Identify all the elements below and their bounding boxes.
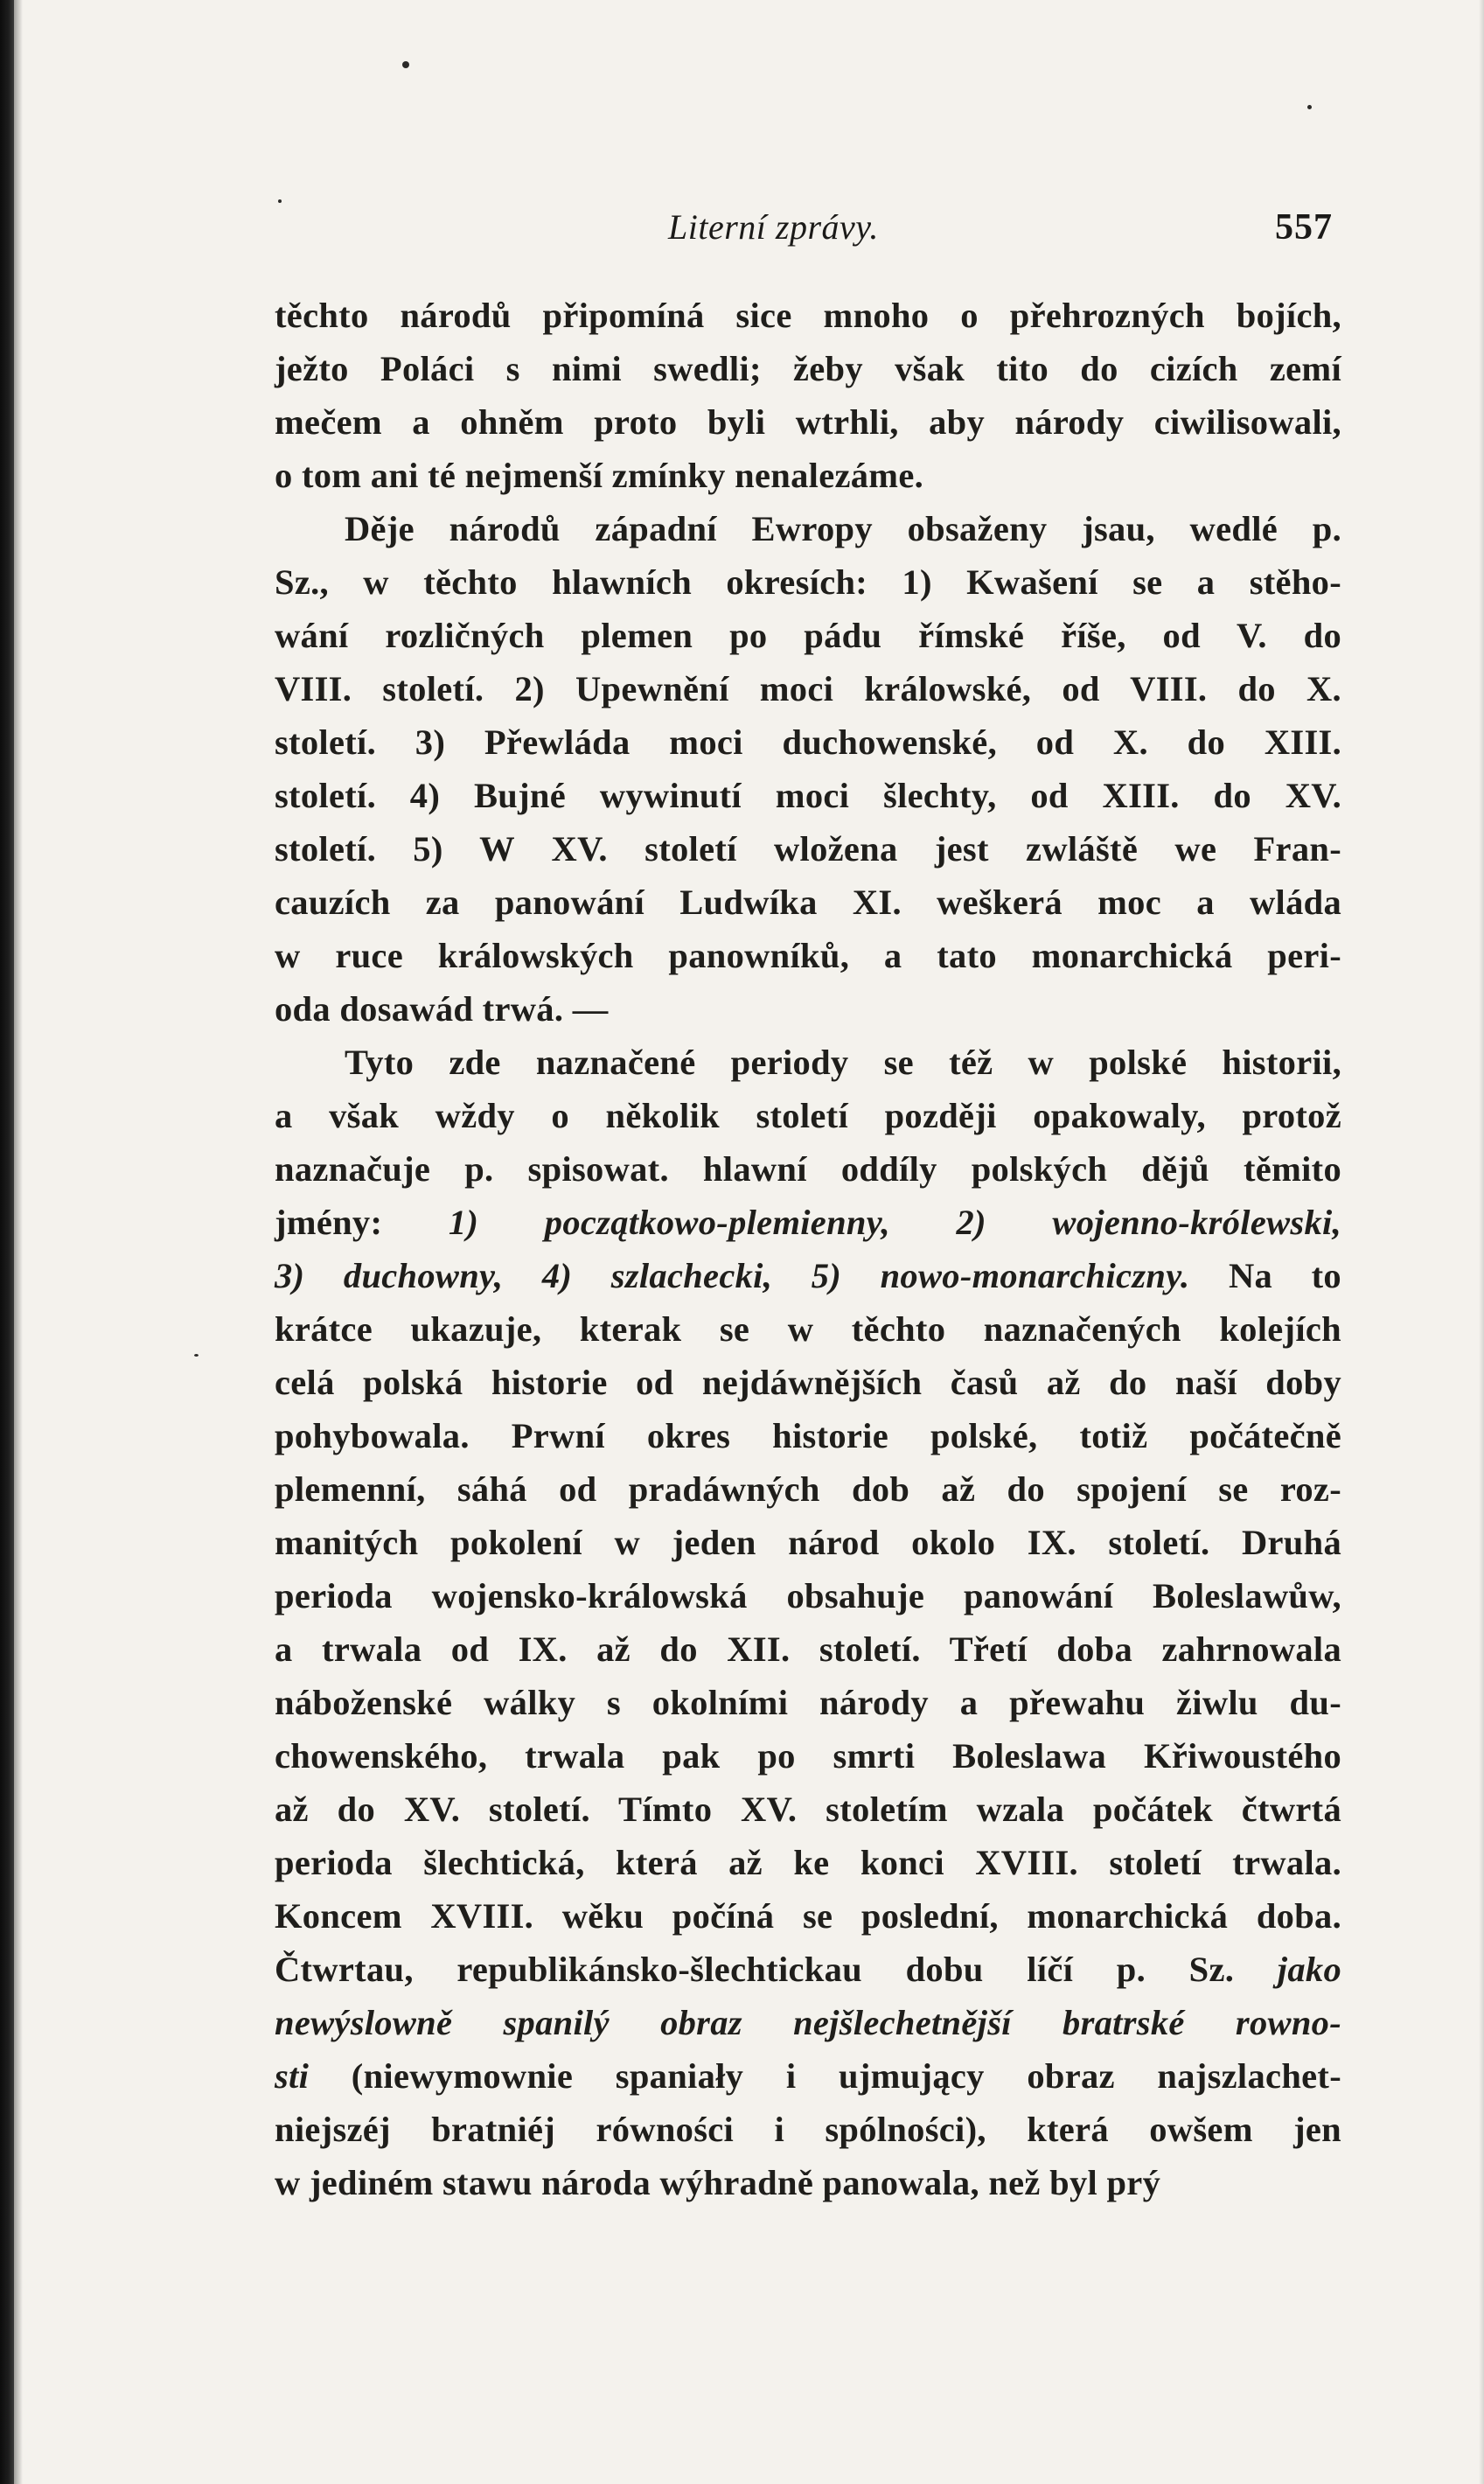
text-segment: wání rozličných plemen po pádu římské říše, od V. do xyxy=(275,616,1341,655)
text-segment: krátce ukazuje, kterak se w těchto naznačených kolejích xyxy=(275,1309,1341,1349)
text-line xyxy=(275,1356,1341,1409)
text-line xyxy=(275,395,1341,449)
text-line xyxy=(275,609,1341,662)
text-segment: manitých pokolení w jeden národ okolo IX. století. Druhá xyxy=(275,1523,1341,1562)
text-line xyxy=(275,1409,1341,1462)
text-segment: (niewymownie spaniały i ujmujący obraz najszlachet- xyxy=(309,2056,1341,2096)
text-line xyxy=(275,1196,1341,1249)
text-segment: náboženské wálky s okolními národy a přewahu žiwlu du- xyxy=(275,1683,1341,1722)
text-line xyxy=(275,1676,1341,1729)
page-number: 557 xyxy=(1275,207,1333,248)
text-segment: w ruce králowských panowníků, a tato monarchická peri- xyxy=(275,936,1341,975)
text-segment: století. 4) Bujné wywinutí moci šlechty, od XIII. do XV. xyxy=(275,776,1341,815)
text-line xyxy=(275,1569,1341,1622)
text-segment: a však wždy o několik století později opakowaly, protož xyxy=(275,1096,1341,1135)
text-line xyxy=(275,1622,1341,1676)
text-line xyxy=(275,2049,1341,2103)
page-header xyxy=(275,199,1333,255)
text-segment: niejszéj bratniéj równości i spólności), která owšem jen xyxy=(275,2110,1341,2149)
text-segment: těchto národů připomíná sice mnoho o přehrozných bojích, xyxy=(275,296,1341,335)
italic-text-segment: sti xyxy=(275,2056,310,2096)
text-line xyxy=(275,1036,1341,1089)
text-segment: mečem a ohněm proto byli wtrhli, aby národy ciwilisowali, xyxy=(275,402,1341,442)
text-segment: celá polská historie od nejdáwnějších časů až do naší doby xyxy=(275,1363,1341,1402)
text-line xyxy=(275,555,1341,609)
text-segment: Děje národů západní Ewropy obsaženy jsau, wedlé p. xyxy=(345,509,1341,548)
italic-text-segment: 1) początkowo-plemienny, 2) wojenno-królewski, xyxy=(448,1203,1341,1242)
text-segment: oda dosawád trwá. — xyxy=(275,989,609,1029)
text-line xyxy=(275,982,1341,1036)
text-line xyxy=(275,662,1341,715)
running-head: Literní zprávy. xyxy=(668,207,879,247)
text-segment: plemenní, sáhá od pradáwných dob až do spojení se roz- xyxy=(275,1469,1341,1509)
text-segment: chowenského, trwala pak po smrti Boleslawa Křiwoustého xyxy=(275,1736,1341,1776)
text-line xyxy=(275,1996,1341,2049)
text-segment: století. 3) Přewláda moci duchowenské, od X. do XIII. xyxy=(275,722,1341,762)
text-line xyxy=(275,1462,1341,1516)
text-line xyxy=(275,449,1341,502)
scan-speck xyxy=(194,1354,199,1357)
text-segment: a trwala od IX. až do XII. století. Třetí doba zahrnowala xyxy=(275,1629,1341,1669)
text-segment: pohybowala. Prwní okres historie polské, totiž počátečně xyxy=(275,1416,1341,1455)
text-line xyxy=(275,502,1341,555)
text-segment: perioda wojensko-králowská obsahuje panowání Boleslawůw, xyxy=(275,1576,1341,1615)
text-line xyxy=(275,289,1341,342)
text-segment: Na to xyxy=(1189,1256,1341,1295)
text-segment: Sz., w těchto hlawních okresích: 1) Kwašení se a stěho- xyxy=(275,562,1341,602)
italic-text-segment: newýslowně spanilý obraz nejšlechetnější bratrské rowno- xyxy=(275,2003,1341,2042)
text-line xyxy=(275,715,1341,769)
text-line xyxy=(275,1943,1341,1996)
text-line xyxy=(275,1889,1341,1943)
text-segment: cauzích za panowání Ludwíka XI. weškerá moc a wláda xyxy=(275,883,1341,922)
text-segment: Čtwrtau, republikánsko-šlechtickau dobu líčí p. Sz. xyxy=(275,1950,1278,1989)
text-segment: naznačuje p. spisowat. hlawní oddíly polských dějů těmito xyxy=(275,1149,1341,1189)
scan-edge-left xyxy=(0,0,14,2484)
text-line xyxy=(275,1249,1341,1302)
text-line xyxy=(275,1836,1341,1889)
text-segment: VIII. století. 2) Upewnění moci králowské, od VIII. do X. xyxy=(275,669,1341,708)
text-line xyxy=(275,876,1341,929)
text-line xyxy=(275,1516,1341,1569)
text-segment: perioda šlechtická, která až ke konci XVIII. století trwala. xyxy=(275,1843,1341,1882)
text-line xyxy=(275,769,1341,822)
text-line xyxy=(275,1302,1341,1356)
text-segment: až do XV. století. Tímto XV. stoletím wzala počátek čtwrtá xyxy=(275,1790,1341,1829)
text-segment: Koncem XVIII. wěku počíná se poslední, monarchická doba. xyxy=(275,1896,1341,1936)
scan-speck xyxy=(1307,105,1312,109)
text-line xyxy=(275,1142,1341,1196)
text-line xyxy=(275,2156,1341,2209)
scan-edge-right xyxy=(1479,0,1484,2484)
text-line xyxy=(275,1729,1341,1783)
italic-text-segment: 3) duchowny, 4) szlachecki, 5) nowo-monarchiczny. xyxy=(275,1256,1190,1295)
text-segment: Tyto zde naznačené periody se též w polské historii, xyxy=(345,1043,1341,1082)
text-line xyxy=(275,822,1341,876)
body-text xyxy=(275,289,1341,2209)
text-segment: w jediném stawu národa wýhradně panowala, než byl prý xyxy=(275,2163,1161,2202)
text-line xyxy=(275,1783,1341,1836)
text-segment: jmény: xyxy=(275,1203,449,1242)
scan-edge-shadow xyxy=(14,0,23,2484)
italic-text-segment: jako xyxy=(1277,1950,1341,1989)
text-segment: ježto Poláci s nimi swedli; žeby však tito do cizích zemí xyxy=(275,349,1341,388)
text-line xyxy=(275,2103,1341,2156)
text-line xyxy=(275,929,1341,982)
text-segment: o tom ani té nejmenší zmínky nenalezáme. xyxy=(275,456,924,495)
text-line xyxy=(275,342,1341,395)
text-segment: století. 5) W XV. století wložena jest zwláště we Fran- xyxy=(275,829,1341,869)
scan-speck xyxy=(402,61,409,68)
text-line xyxy=(275,1089,1341,1142)
